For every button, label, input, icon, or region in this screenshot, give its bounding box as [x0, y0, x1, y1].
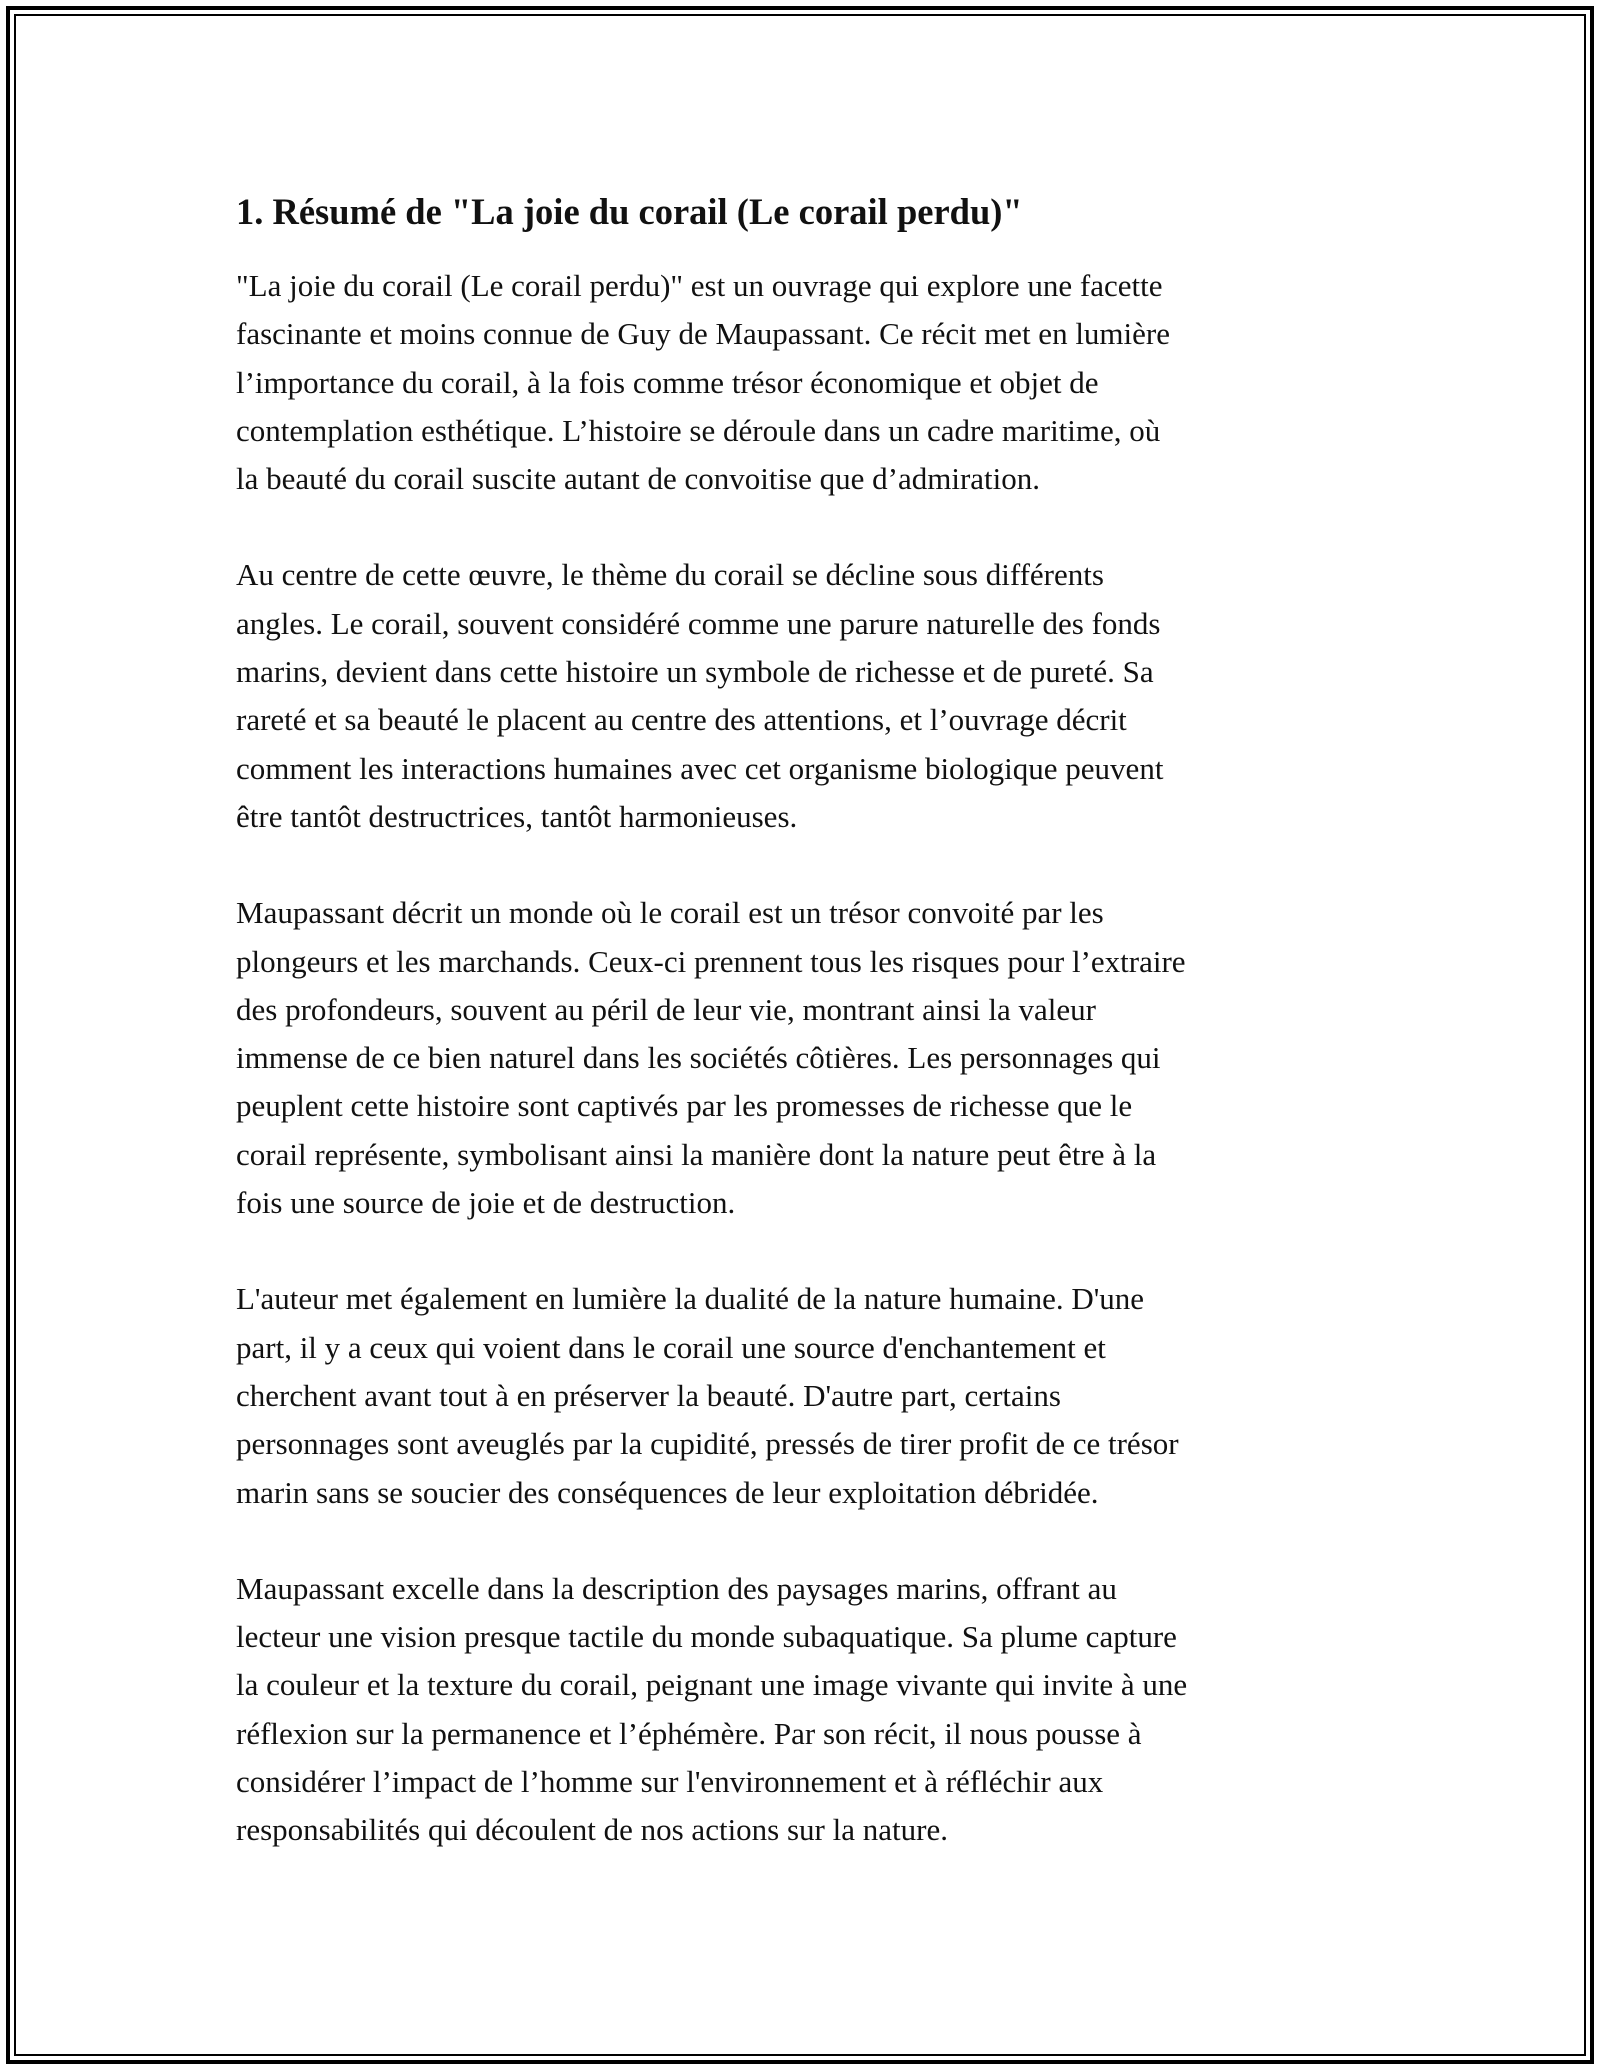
- text-line: Au centre de cette œuvre, le thème du corail se décline sous différents: [236, 557, 1104, 593]
- section-title: 1. Résumé de "La joie du corail (Le corail perdu)": [236, 191, 1023, 232]
- text-line: la couleur et la texture du corail, peignant une image vivante qui invite à une: [236, 1667, 1188, 1703]
- text-line: lecteur une vision presque tactile du monde subaquatique. Sa plume capture: [236, 1619, 1177, 1655]
- paragraph-4: [236, 1275, 1366, 1516]
- paragraph-5: [236, 1565, 1366, 1855]
- text-line: fois une source de joie et de destruction.: [236, 1185, 736, 1221]
- text-line: angles. Le corail, souvent considéré comme une parure naturelle des fonds: [236, 605, 1161, 641]
- text-line: part, il y a ceux qui voient dans le corail une source d'enchantement et: [236, 1329, 1106, 1365]
- text-line: considérer l’impact de l’homme sur l'environnement et à réfléchir aux: [236, 1764, 1104, 1800]
- text-line: rareté et sa beauté le placent au centre des attentions, et l’ouvrage décrit: [236, 702, 1127, 738]
- text-line: des profondeurs, souvent au péril de leur vie, montrant ainsi la valeur: [236, 991, 1096, 1027]
- text-line: Maupassant excelle dans la description des paysages marins, offrant au: [236, 1570, 1117, 1606]
- paragraph-1: [236, 262, 1366, 503]
- text-line: marin sans se soucier des conséquences de leur exploitation débridée.: [236, 1474, 1099, 1510]
- paragraph-3: [236, 889, 1366, 1227]
- paragraph-2: [236, 551, 1366, 841]
- text-line: "La joie du corail (Le corail perdu)" est un ouvrage qui explore une facette: [236, 268, 1163, 303]
- text-line: personnages sont aveuglés par la cupidité, pressés de tirer profit de ce trésor: [236, 1426, 1179, 1462]
- text-line: cherchent avant tout à en préserver la beauté. D'autre part, certains: [236, 1377, 1061, 1413]
- text-line: contemplation esthétique. L’histoire se déroule dans un cadre maritime, où: [236, 412, 1161, 448]
- text-line: fascinante et moins connue de Guy de Maupassant. Ce récit met en lumière: [236, 316, 1170, 352]
- text-line: être tantôt destructrices, tantôt harmonieuses.: [236, 798, 798, 834]
- text-line: Maupassant décrit un monde où le corail est un trésor convoité par les: [236, 895, 1104, 931]
- text-line: responsabilités qui découlent de nos actions sur la nature.: [236, 1812, 948, 1848]
- text-line: marins, devient dans cette histoire un symbole de richesse et de pureté. Sa: [236, 654, 1154, 690]
- text-line: la beauté du corail suscite autant de convoitise que d’admiration.: [236, 461, 1041, 497]
- text-line: corail représente, symbolisant ainsi la manière dont la nature peut être à la: [236, 1136, 1157, 1172]
- text-line: réflexion sur la permanence et l’éphémère. Par son récit, il nous pousse à: [236, 1715, 1142, 1751]
- text-line: immense de ce bien naturel dans les sociétés côtières. Les personnages qui: [236, 1040, 1161, 1076]
- text-line: peuplent cette histoire sont captivés par les promesses de richesse que le: [236, 1088, 1133, 1124]
- document-body: [236, 188, 1366, 1903]
- text-line: l’importance du corail, à la fois comme trésor économique et objet de: [236, 364, 1099, 400]
- text-line: comment les interactions humaines avec cet organisme biologique peuvent: [236, 750, 1164, 786]
- text-line: plongeurs et les marchands. Ceux-ci prennent tous les risques pour l’extraire: [236, 943, 1186, 979]
- text-line: L'auteur met également en lumière la dualité de la nature humaine. D'une: [236, 1281, 1145, 1317]
